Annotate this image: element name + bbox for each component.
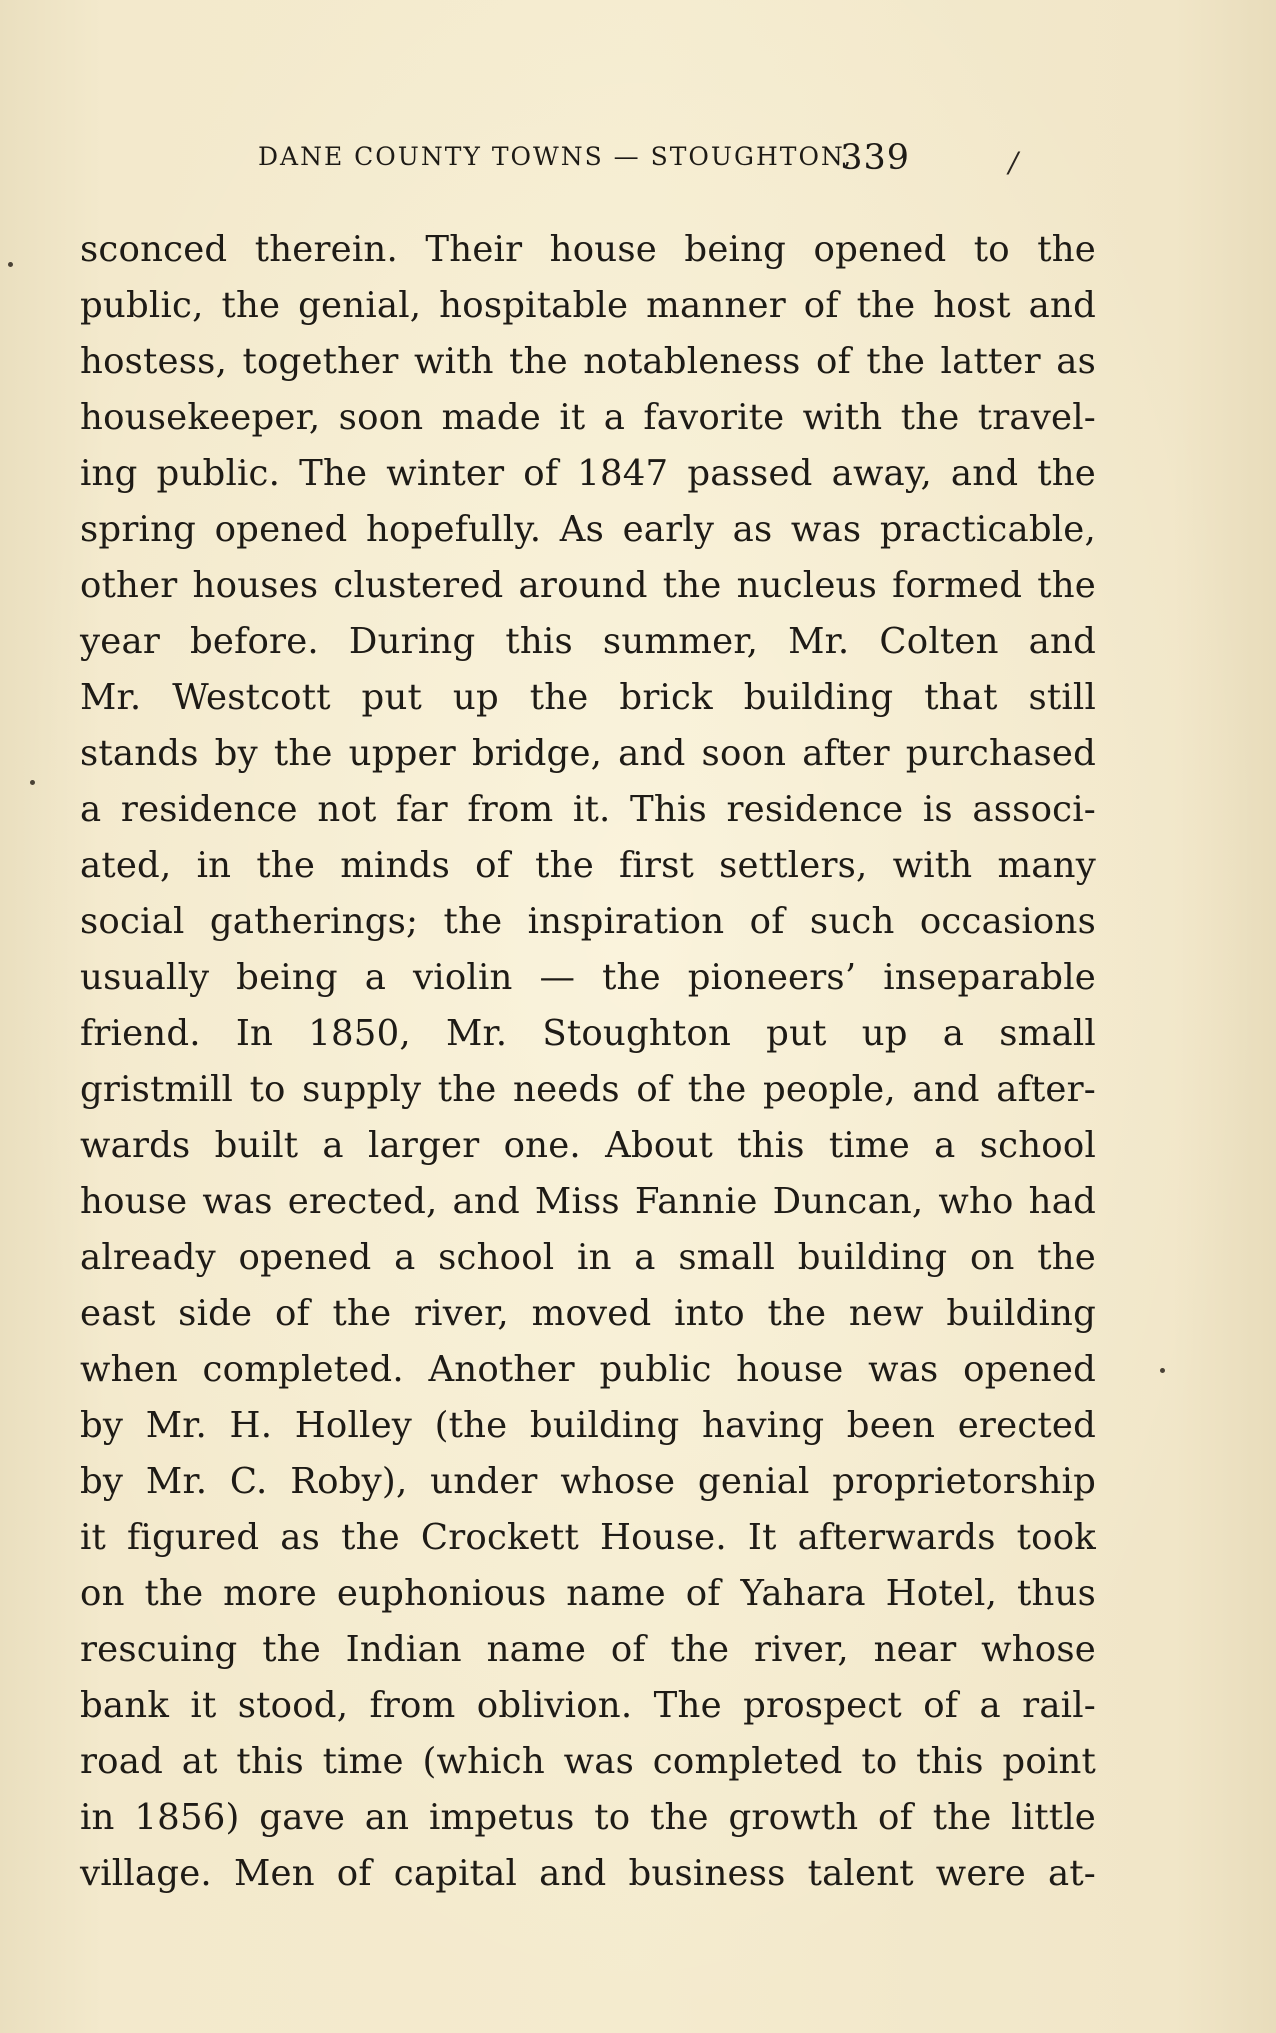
text-line: Mr. Westcott put up the brick building that still: [80, 677, 1096, 718]
paper-speck: [1160, 1368, 1165, 1373]
running-head: [258, 138, 1018, 178]
text-line: hostess, together with the notableness of the latter as: [80, 341, 1096, 382]
text-line: usually being a violin — the pioneers’ inseparable: [80, 957, 1096, 998]
text-line: a residence not far from it. This residence is associ-: [80, 789, 1096, 830]
text-line: by Mr. H. Holley (the building having been erected: [80, 1405, 1096, 1446]
text-line: it figured as the Crockett House. It afterwards took: [80, 1517, 1096, 1558]
text-line: other houses clustered around the nucleus formed the: [80, 565, 1096, 606]
text-line: year before. During this summer, Mr. Colten and: [80, 621, 1096, 662]
text-line: by Mr. C. Roby), under whose genial proprietorship: [80, 1461, 1096, 1502]
text-line: on the more euphonious name of Yahara Hotel, thus: [80, 1573, 1096, 1614]
text-line: east side of the river, moved into the new building: [80, 1293, 1096, 1334]
text-line: village. Men of capital and business talent were at-: [80, 1853, 1096, 1894]
text-line: rescuing the Indian name of the river, near whose: [80, 1629, 1096, 1670]
text-line: social gatherings; the inspiration of such occasions: [80, 901, 1096, 942]
text-line: stands by the upper bridge, and soon after purchased: [80, 733, 1096, 774]
text-line: ated, in the minds of the first settlers, with many: [80, 845, 1096, 886]
text-line: spring opened hopefully. As early as was practicable,: [80, 509, 1096, 550]
text-line: public, the genial, hospitable manner of the host and: [80, 285, 1096, 326]
text-line: road at this time (which was completed to this point: [80, 1741, 1096, 1782]
text-line: already opened a school in a small building on the: [80, 1237, 1096, 1278]
text-line: bank it stood, from oblivion. The prospect of a rail-: [80, 1685, 1096, 1726]
text-line: housekeeper, soon made it a favorite with the travel-: [80, 397, 1096, 438]
text-line: sconced therein. Their house being opened to the: [80, 229, 1096, 270]
text-line: when completed. Another public house was opened: [80, 1349, 1096, 1390]
body-text: [80, 222, 1096, 1902]
running-title: DANE COUNTY TOWNS — STOUGHTON,: [258, 142, 854, 171]
margin-mark: /: [1008, 146, 1018, 179]
text-line: ing public. The winter of 1847 passed away, and the: [80, 453, 1096, 494]
paper-speck: [30, 780, 35, 785]
paper-speck: [8, 262, 13, 267]
text-line: wards built a larger one. About this time a school: [80, 1125, 1096, 1166]
text-line: in 1856) gave an impetus to the growth of the little: [80, 1797, 1096, 1838]
text-line: house was erected, and Miss Fannie Duncan, who had: [80, 1181, 1096, 1222]
text-line: friend. In 1850, Mr. Stoughton put up a small: [80, 1013, 1096, 1054]
page-number: 339: [840, 138, 910, 178]
text-line: gristmill to supply the needs of the people, and after-: [80, 1069, 1096, 1110]
